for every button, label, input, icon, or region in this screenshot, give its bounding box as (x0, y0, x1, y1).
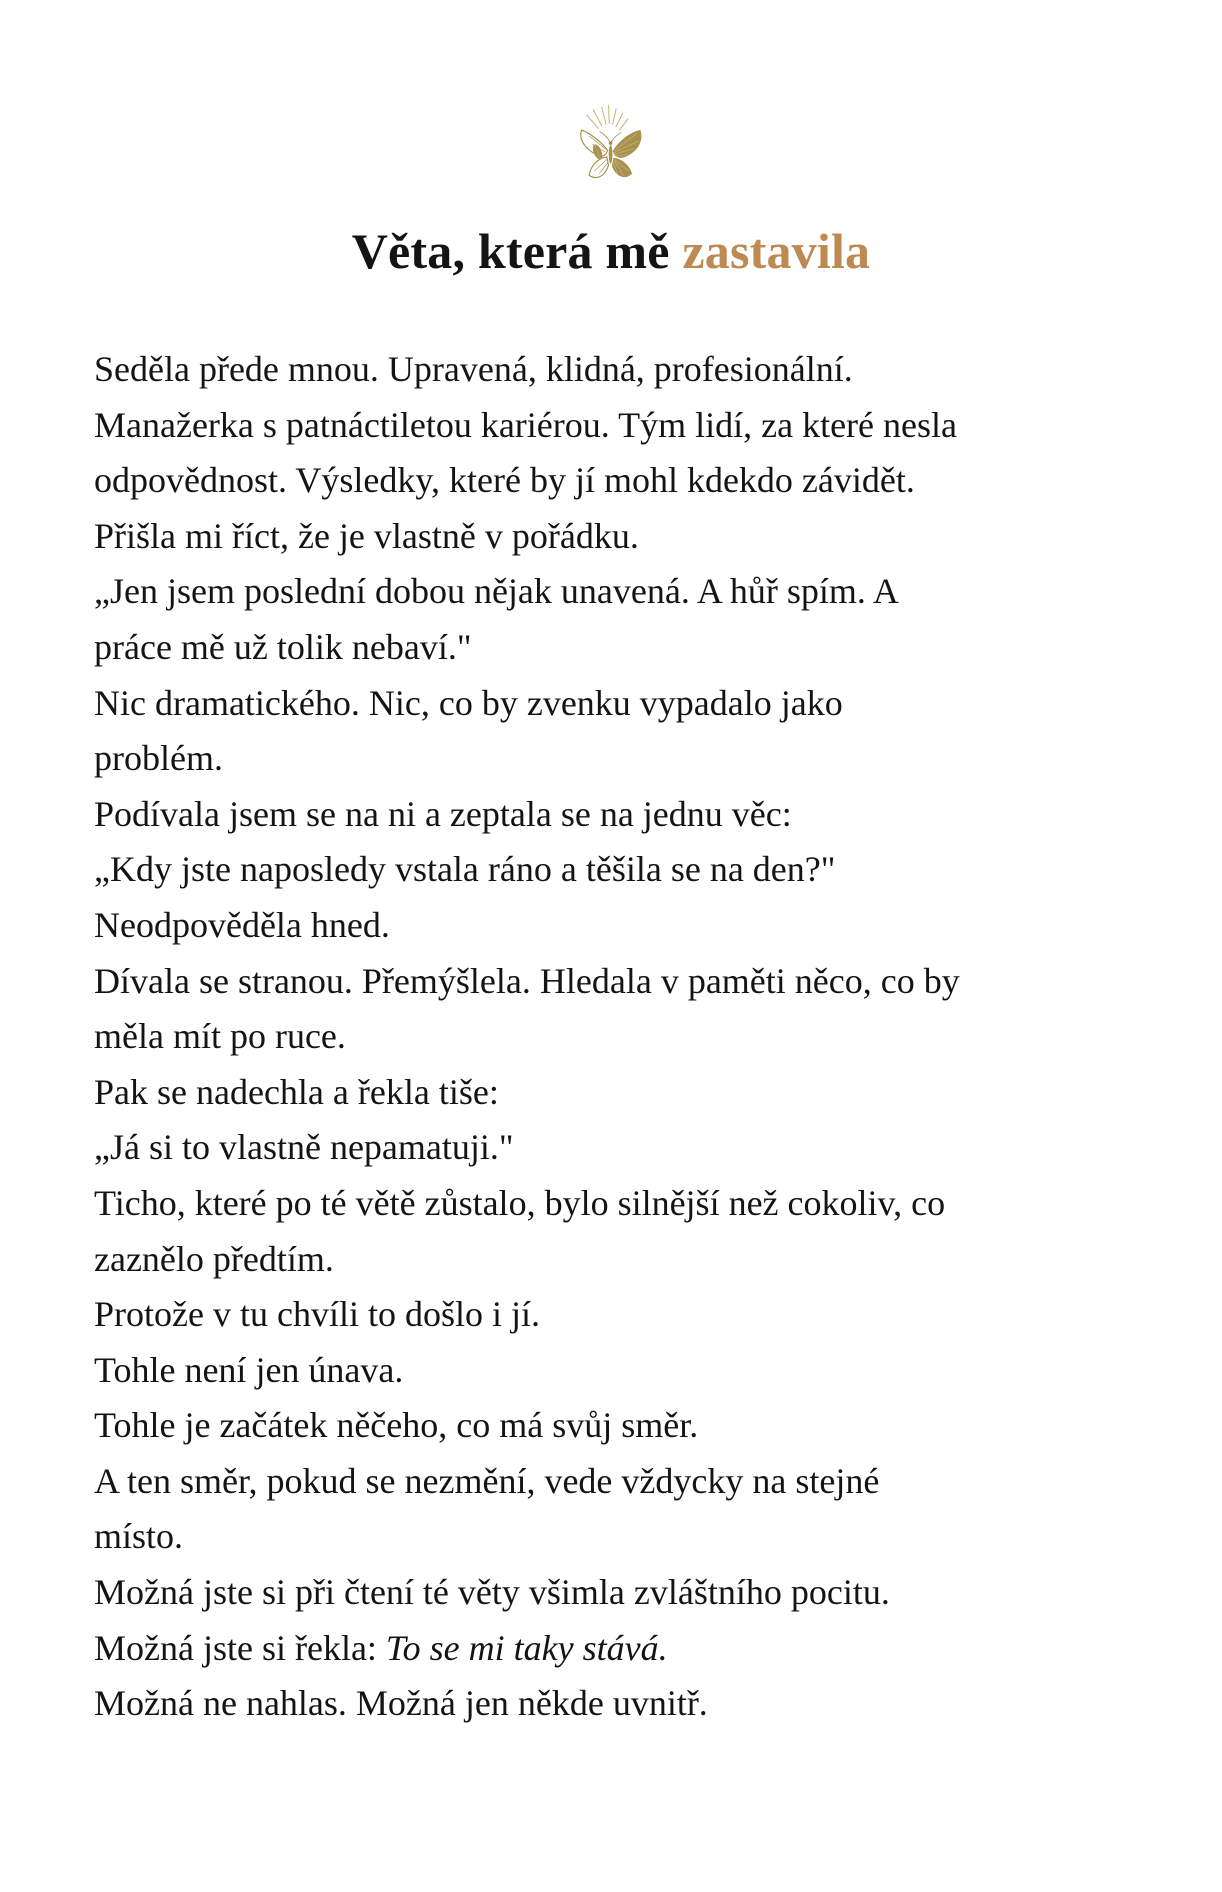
page-title-text: Věta, která mě (351, 223, 683, 279)
text-line (94, 620, 1142, 676)
page-title (0, 222, 1222, 280)
text-segment: práce mě už tolik nebaví." (94, 626, 472, 667)
text-line (94, 676, 1142, 732)
text-line (94, 1009, 1142, 1065)
text-segment: Neodpověděla hned. (94, 904, 390, 945)
text-line (94, 509, 1142, 565)
text-segment: Dívala se stranou. Přemýšlela. Hledala v paměti něco, co by (94, 960, 960, 1001)
text-segment: problém. (94, 738, 223, 779)
text-line (94, 1065, 1142, 1121)
text-line (94, 1232, 1142, 1288)
text-segment: měla mít po ruce. (94, 1016, 346, 1057)
text-line (94, 1398, 1142, 1454)
text-segment: Podívala jsem se na ni a zeptala se na jednu věc: (94, 793, 792, 834)
text-line (94, 898, 1142, 954)
text-line (94, 1676, 1142, 1732)
text-line (94, 1509, 1142, 1565)
text-segment: Možná jste si řekla: (94, 1627, 386, 1668)
text-line (94, 1120, 1142, 1176)
text-line (94, 1454, 1142, 1510)
text-segment: Manažerka s patnáctiletou kariérou. Tým lidí, za které nesla (94, 404, 957, 445)
text-segment: Možná ne nahlas. Možná jen někde uvnitř. (94, 1683, 708, 1724)
text-segment: místo. (94, 1516, 184, 1557)
text-line (94, 1621, 1142, 1677)
text-segment: Pak se nadechla a řekla tiše: (94, 1071, 499, 1112)
butterfly-icon (567, 104, 655, 188)
text-line (94, 842, 1142, 898)
text-segment: A ten směr, pokud se nezmění, vede vždycky na stejné (94, 1460, 880, 1501)
text-segment: Tohle je začátek něčeho, co má svůj směr. (94, 1405, 699, 1446)
text-segment: Seděla přede mnou. Upravená, klidná, profesionální. (94, 349, 853, 389)
italic-phrase: To se mi taky stává. (385, 1627, 668, 1668)
text-segment: „Já si to vlastně nepamatuji." (94, 1127, 514, 1168)
page-title-accent: zastavila (682, 223, 871, 279)
text-line (94, 1176, 1142, 1232)
text-segment: odpovědnost. Výsledky, které by jí mohl kdekdo závidět. (94, 460, 915, 501)
text-line (94, 398, 1142, 454)
text-segment: Možná jste si při čtení té věty všimla zvláštního pocitu. (94, 1572, 890, 1613)
text-line (94, 731, 1142, 787)
text-segment: Přišla mi říct, že je vlastně v pořádku. (94, 515, 639, 556)
header-icon-area (0, 0, 1222, 188)
text-line (94, 1565, 1142, 1621)
text-segment: Tohle není jen únava. (94, 1349, 404, 1390)
text-segment: „Kdy jste naposledy vstala ráno a těšila se na den?" (94, 849, 836, 890)
text-segment: Nic dramatického. Nic, co by zvenku vypadalo jako (94, 682, 843, 723)
text-line (94, 342, 1142, 398)
text-line (94, 1287, 1142, 1343)
text-line (94, 453, 1142, 509)
text-line (94, 787, 1142, 843)
text-segment: Ticho, které po té větě zůstalo, bylo silnější než cokoliv, co (94, 1182, 946, 1223)
text-line (94, 954, 1142, 1010)
text-line (94, 564, 1142, 620)
article-body (94, 342, 1142, 1732)
text-segment: Protože v tu chvíli to došlo i jí. (94, 1294, 540, 1335)
text-line (94, 1343, 1142, 1399)
text-segment: zaznělo předtím. (94, 1238, 334, 1279)
text-segment: „Jen jsem poslední dobou nějak unavená. A hůř spím. A (94, 571, 899, 612)
